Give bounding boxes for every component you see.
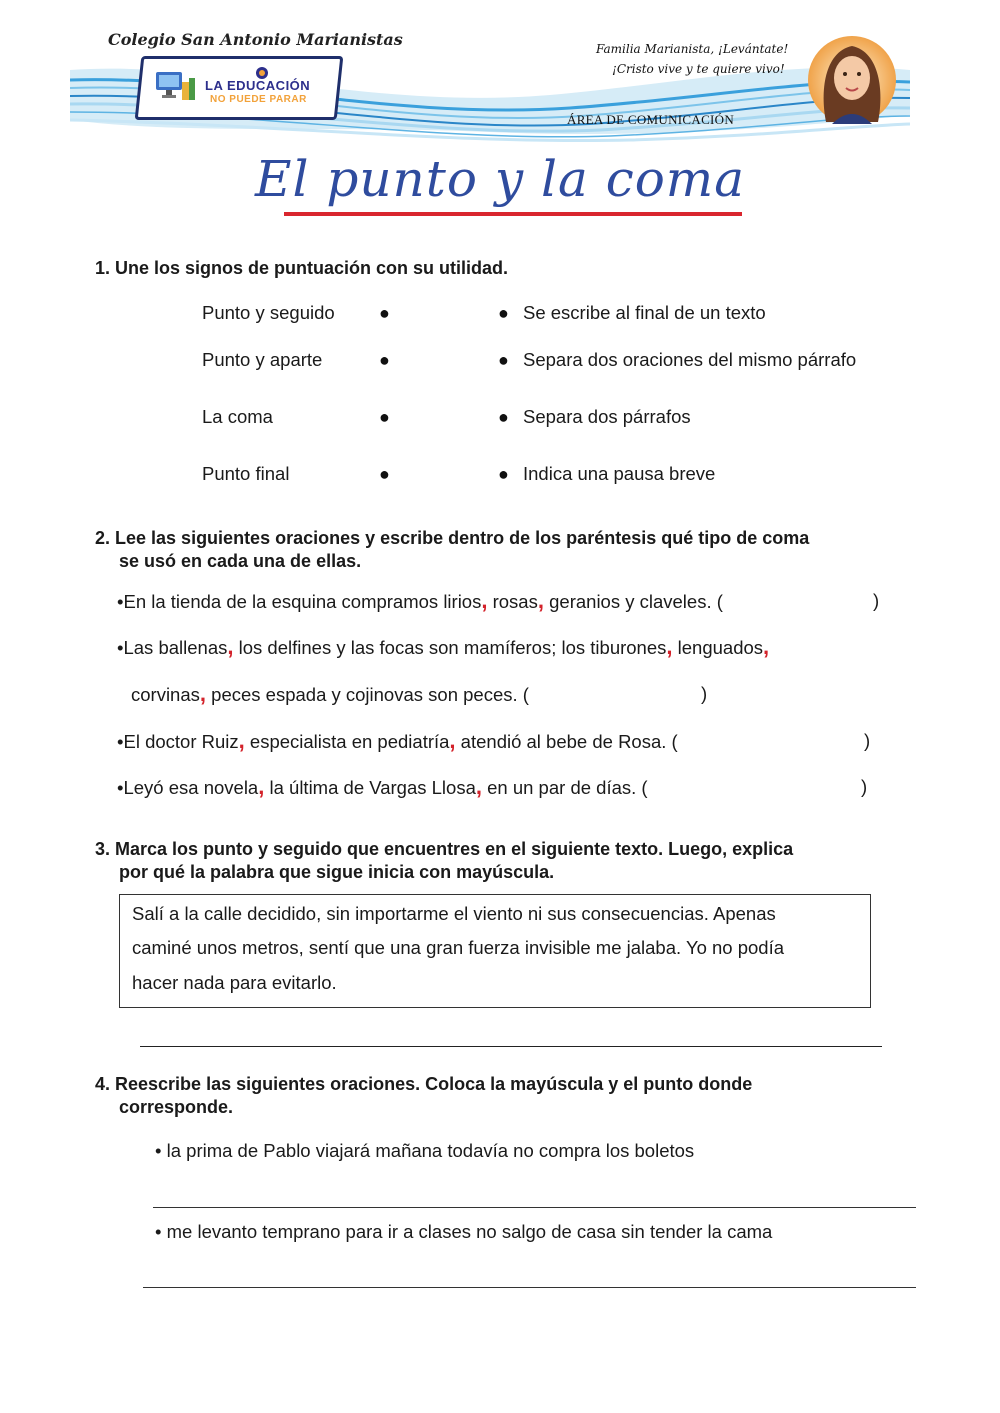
motto-line-1: Familia Marianista, ¡Levántate! xyxy=(596,42,789,56)
match-left-dot[interactable]: ● xyxy=(379,303,390,323)
answer-line[interactable] xyxy=(153,1207,916,1208)
match-left-dot[interactable]: ● xyxy=(379,350,390,370)
page-title: El punto y la coma xyxy=(254,150,746,208)
red-comma: , xyxy=(227,634,234,659)
reading-text-line: caminé unos metros, sentí que una gran fuerza invisible me jalaba. Yo no podía xyxy=(132,937,785,958)
sentence-3: •El doctor Ruiz, especialista en pediatría, atendió al bebe de Rosa. ( xyxy=(117,728,678,753)
reading-text-line: hacer nada para evitarlo. xyxy=(132,972,337,993)
question-4-heading: 4. Reescribe las siguientes oraciones. Coloca la mayúscula y el punto donde xyxy=(95,1074,753,1094)
question-3-heading: 3. Marca los punto y seguido que encuentres en el siguiente texto. Luego, explica xyxy=(95,839,794,859)
red-comma: , xyxy=(481,588,488,613)
logo-subtitle: NO PUEDE PARAR xyxy=(210,94,307,105)
subject-area: ÁREA DE COMUNICACIÓN xyxy=(567,112,735,127)
match-left-dot[interactable]: ● xyxy=(379,407,390,427)
school-name: Colegio San Antonio Marianistas xyxy=(108,30,403,49)
question-4-heading-cont: corresponde. xyxy=(119,1097,234,1117)
match-right-item: Separa dos párrafos xyxy=(523,406,691,427)
red-comma: , xyxy=(238,728,245,753)
match-left-dot[interactable]: ● xyxy=(379,464,390,484)
red-comma: , xyxy=(763,634,770,659)
sentence-1: •En la tienda de la esquina compramos lirios, rosas, geranios y claveles. ( xyxy=(117,588,723,613)
answer-line[interactable] xyxy=(143,1287,916,1288)
question-1-heading: 1. Une los signos de puntuación con su utilidad. xyxy=(95,258,509,278)
bullet: • xyxy=(117,777,124,798)
sentence-4: •Leyó esa novela, la última de Vargas Llosa, en un par de días. ( xyxy=(117,774,648,799)
title-underline xyxy=(284,212,742,216)
answer-paren-close: ) xyxy=(861,776,868,797)
match-right-item: Separa dos oraciones del mismo párrafo xyxy=(523,349,857,370)
teacher-avatar xyxy=(806,32,898,128)
match-right-dot[interactable]: ● xyxy=(498,464,509,484)
sentence-2-cont: corvinas, peces espada y cojinovas son peces. ( xyxy=(131,681,529,706)
red-comma: , xyxy=(449,728,456,753)
red-comma: , xyxy=(475,774,482,799)
match-right-dot[interactable]: ● xyxy=(498,303,509,323)
reading-text-line: Salí a la calle decidido, sin importarme el viento ni sus consecuencias. Apenas xyxy=(132,903,776,924)
match-right-item: Indica una pausa breve xyxy=(523,463,716,484)
bullet: • xyxy=(117,731,124,752)
question-2-heading-cont: se usó en cada una de ellas. xyxy=(119,551,362,571)
red-comma: , xyxy=(258,774,265,799)
match-left-item: Punto final xyxy=(202,463,290,484)
answer-paren-close: ) xyxy=(864,730,871,751)
answer-paren-close: ) xyxy=(873,590,880,611)
red-comma: , xyxy=(537,588,544,613)
answer-line[interactable] xyxy=(140,1046,882,1047)
logo-title: LA EDUCACIÓN xyxy=(205,78,311,93)
red-comma: , xyxy=(666,634,673,659)
bullet: • xyxy=(117,591,124,612)
match-left-item: Punto y seguido xyxy=(202,302,335,323)
match-left-item: Punto y aparte xyxy=(202,349,323,370)
rewrite-item: • me levanto temprano para ir a clases no salgo de casa sin tender la cama xyxy=(155,1221,773,1242)
match-right-dot[interactable]: ● xyxy=(498,407,509,427)
question-2-heading: 2. Lee las siguientes oraciones y escribe dentro de los paréntesis qué tipo de coma xyxy=(95,528,810,548)
answer-paren-close: ) xyxy=(701,683,708,704)
red-comma: , xyxy=(199,681,207,706)
motto-line-2: ¡Cristo vive y te quiere vivo! xyxy=(612,62,785,76)
question-3-heading-cont: por qué la palabra que sigue inicia con mayúscula. xyxy=(119,862,555,882)
match-right-dot[interactable]: ● xyxy=(498,350,509,370)
match-left-item: La coma xyxy=(202,406,273,427)
computer-icon xyxy=(154,68,198,104)
bullet: • xyxy=(117,637,124,658)
sentence-2: •Las ballenas, los delfines y las focas son mamíferos; los tiburones, lenguados, xyxy=(117,634,770,659)
rewrite-item: • la prima de Pablo viajará mañana todavía no compra los boletos xyxy=(155,1140,695,1161)
match-right-item: Se escribe al final de un texto xyxy=(523,302,766,323)
